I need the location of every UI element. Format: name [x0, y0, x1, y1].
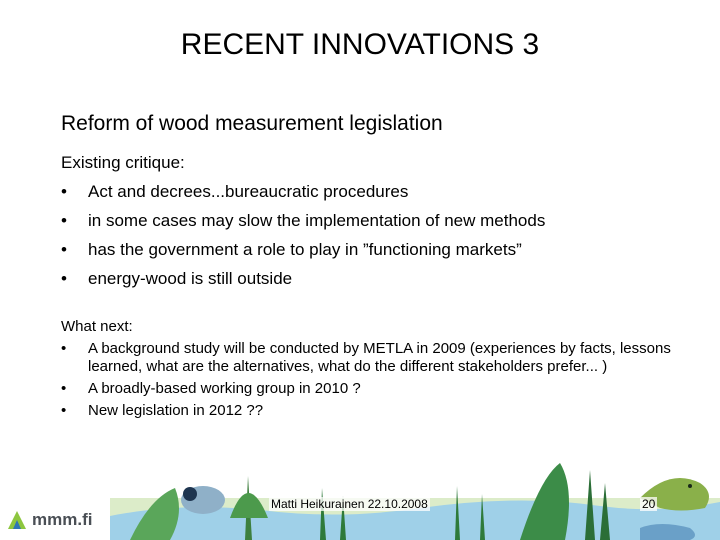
bullet: • — [61, 402, 67, 419]
bullet: • — [61, 182, 67, 201]
list-item — [61, 402, 691, 420]
list-item — [61, 380, 691, 398]
list-item-text: energy-wood is still outside — [88, 269, 293, 288]
next-steps-heading: What next: — [61, 318, 133, 335]
bullet: • — [61, 269, 67, 288]
list-item-text: has the government a role to play in ”functioning markets” — [88, 240, 522, 259]
logo-text: mmm.fi — [32, 510, 93, 529]
mmm-logo — [6, 508, 126, 532]
list-item-text: in some cases may slow the implementation of new methods — [88, 211, 546, 230]
list-item-text: A broadly-based working group in 2010 ? — [88, 380, 361, 397]
fish-eye — [688, 484, 692, 488]
footer-author-date: Matti Heikurainen 22.10.2008 — [271, 497, 428, 511]
slide-title: RECENT INNOVATIONS 3 — [180, 28, 540, 61]
next-steps-list — [61, 340, 691, 420]
list-item — [61, 206, 545, 235]
bullet: • — [61, 340, 67, 357]
list-item-text: Act and decrees...bureaucratic procedures — [88, 182, 409, 201]
slide-subtitle: Reform of wood measurement legislation — [61, 112, 443, 135]
bullet: • — [61, 211, 67, 230]
next-steps-section — [61, 318, 691, 424]
logo-triangle-icon — [6, 509, 28, 531]
critique-heading: Existing critique: — [61, 153, 185, 172]
list-item — [61, 177, 545, 206]
list-item — [61, 264, 545, 293]
critique-section — [61, 148, 545, 293]
bullet: • — [61, 380, 67, 397]
list-item-text: A background study will be conducted by METLA in 2009 (experiences by facts, lessons learned, what are the alternatives, what do the different stakeholders prefer... ) — [88, 340, 671, 375]
list-item — [61, 340, 691, 376]
list-item-text: New legislation in 2012 ?? — [88, 402, 264, 419]
bullet: • — [61, 240, 67, 259]
bird-head — [183, 487, 197, 501]
page-number: 20 — [642, 497, 656, 511]
list-item — [61, 235, 545, 264]
critique-list — [61, 177, 545, 293]
